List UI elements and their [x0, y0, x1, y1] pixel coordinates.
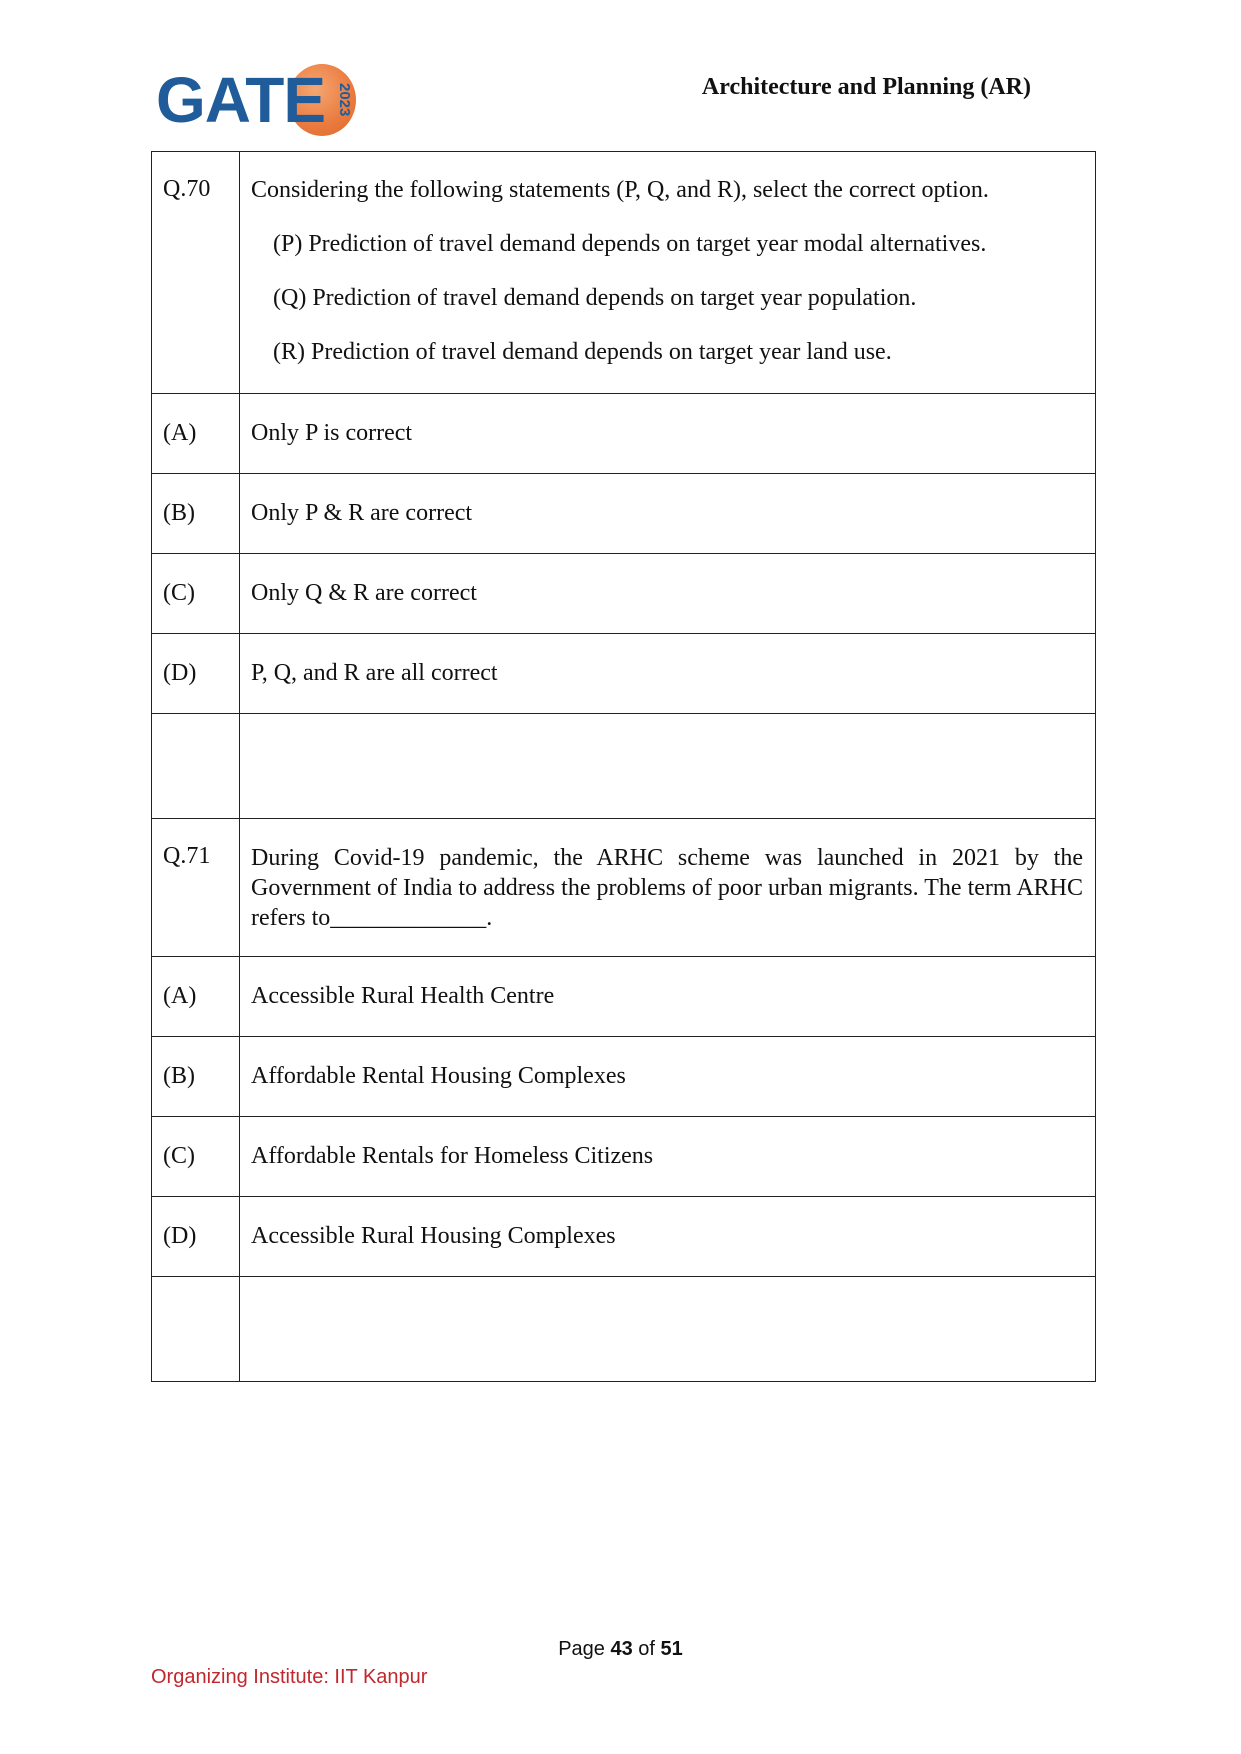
statement-p: (P) Prediction of travel demand depends on target year modal alternatives.: [273, 231, 987, 257]
question-stem-cell: [240, 152, 1096, 394]
option-text: Only P is correct: [240, 394, 1096, 474]
spacer-row: [152, 1277, 1096, 1382]
page-total: 51: [660, 1638, 683, 1660]
option-text: Affordable Rentals for Homeless Citizens: [240, 1117, 1096, 1197]
statement-r: (R) Prediction of travel demand depends on target year land use.: [273, 339, 892, 365]
question-row: [152, 819, 1096, 957]
option-row: [152, 474, 1096, 554]
logo-text: GATE: [156, 64, 326, 136]
option-text: Affordable Rental Housing Complexes: [240, 1037, 1096, 1117]
spacer-row: [152, 714, 1096, 819]
option-row: [152, 554, 1096, 634]
option-text: Only Q & R are correct: [240, 554, 1096, 634]
option-label: (B): [152, 1037, 240, 1117]
logo-year: 2023: [336, 83, 353, 117]
spacer-cell: [152, 1277, 240, 1382]
page-prefix: Page: [558, 1638, 605, 1660]
page-current: 43: [610, 1638, 633, 1660]
option-label: (A): [152, 957, 240, 1037]
option-text: Accessible Rural Health Centre: [240, 957, 1096, 1037]
option-row: [152, 634, 1096, 714]
question-stem: Considering the following statements (P, Q, and R), select the correct option.: [251, 177, 989, 203]
option-row: [152, 1037, 1096, 1117]
statement-q: (Q) Prediction of travel demand depends on target year population.: [273, 285, 917, 311]
option-text: P, Q, and R are all correct: [240, 634, 1096, 714]
option-label: (C): [152, 1117, 240, 1197]
option-label: (B): [152, 474, 240, 554]
question-stem: During Covid-19 pandemic, the ARHC scheme was launched in 2021 by the Government of India to address the problems of poor urban migrants. The term ARHC refers to_____________.: [251, 845, 1083, 931]
spacer-cell: [240, 1277, 1096, 1382]
option-label: (D): [152, 1197, 240, 1277]
option-label: (A): [152, 394, 240, 474]
spacer-cell: [152, 714, 240, 819]
option-label: (D): [152, 634, 240, 714]
question-stem-cell: [240, 819, 1096, 957]
question-number: Q.71: [152, 819, 240, 957]
organizing-institute: Organizing Institute: IIT Kanpur: [151, 1666, 428, 1688]
question-row: [152, 152, 1096, 394]
option-text: Accessible Rural Housing Complexes: [240, 1197, 1096, 1277]
option-label: (C): [152, 554, 240, 634]
gate-logo: [156, 62, 356, 138]
option-row: [152, 957, 1096, 1037]
option-row: [152, 394, 1096, 474]
page-of: of: [638, 1638, 655, 1660]
option-row: [152, 1117, 1096, 1197]
option-text: Only P & R are correct: [240, 474, 1096, 554]
question-number: Q.70: [152, 152, 240, 394]
question-table: [151, 151, 1096, 1382]
option-row: [152, 1197, 1096, 1277]
spacer-cell: [240, 714, 1096, 819]
subject-title: Architecture and Planning (AR): [701, 74, 1031, 100]
page-number: [0, 1638, 1241, 1661]
